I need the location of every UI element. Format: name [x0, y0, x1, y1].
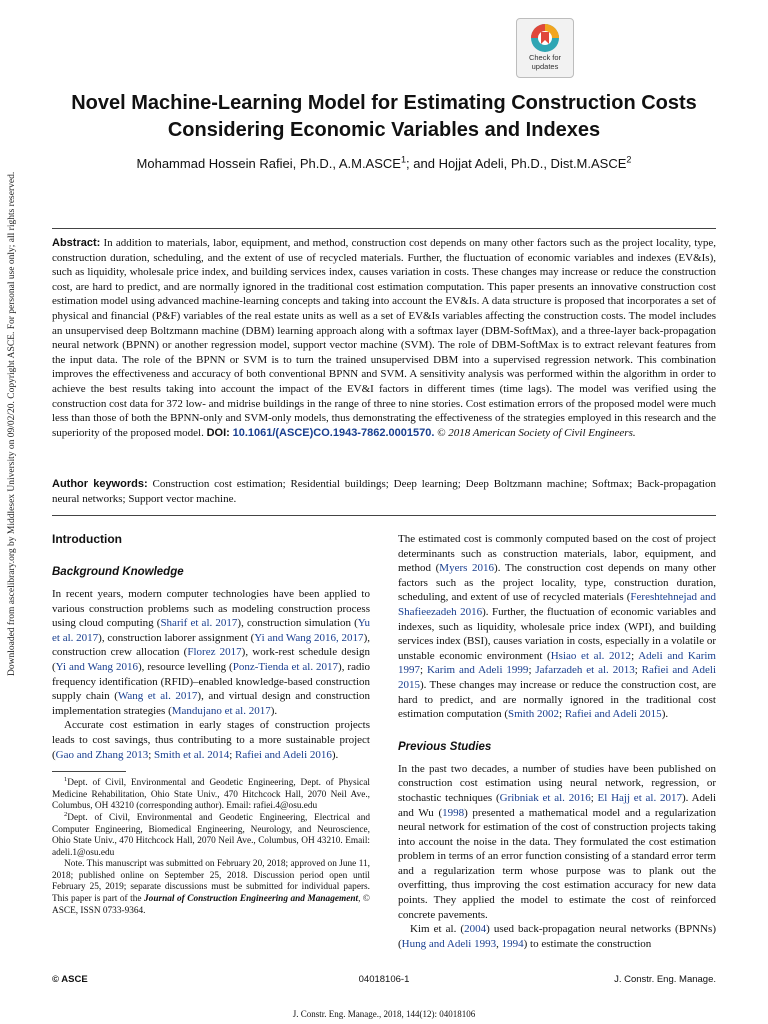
paragraph-background-2 — [52, 718, 370, 762]
section-title-introduction: Introduction — [52, 532, 122, 546]
citation-link[interactable]: El Hajj et al. 2017 — [597, 791, 682, 804]
author-keywords — [52, 477, 716, 506]
text-run: Accurate cost estimation in early stages of construction projects leads to cost savings, thus contributing to a more sustainable project ( — [52, 719, 370, 761]
right-column — [398, 532, 716, 951]
abstract-text: In addition to materials, labor, equipment, and method, construction cost depends on many other factors such as the project locality, type, construction duration, scheduling, and the extent of use of recycled materials. Further, the fluctuation of economic variables and indexes (EV&Is), such as liquidity, wholesale price index, and building services index, causes variation in costs. These changes may increase or reduce the construction cost, are hard to predict, and are normally ignored in the traditional cost estimation computation. This paper presents an innovative construction cost estimation model using advanced machine-learning concepts and taking into account the EV&Is. A data structure is proposed that incorporates a set of physical and financial (P&F) variables of the real estate units as well as a set of EV&Is variables affecting the construction costs. The model includes an unsupervised deep Boltzmann machine (DBM) learning approach along with a softmax layer (DBM-SoftMax), and a three-layer back-propagation neural network (BPNN) or another regression model, support vector machine (SVM). The role of DBM-SoftMax is to extract relevant features from the input data. The role of the BPNN or SVM is to turn the trained unsupervised DBM into a supervised regression network. This combination improves the effectiveness and accuracy of both conventional BPNN and SVM. A sensitivity analysis was performed within the algorithm in order to achieve the best results taking into account the impact of the EV&I factors in different times (time lags). The model was verified using the construction cost data for 372 low- and midrise buildings in the range of three to nine stories. Cost estimation errors of the proposed model were much less than those of both the BPNN-only and SVM-only models, thus demonstrating the effectiveness of the strategies employed in this research and the superiority of the proposed model. — [52, 237, 717, 439]
author-2-affiliation: 2 — [626, 154, 632, 165]
footnote-marker: 1 — [64, 776, 68, 784]
citation-link[interactable]: Karim and Adeli 1999 — [426, 664, 529, 677]
text-run: ) presented a mathematical model and a regularization neural network for estimation of the cost of construction projects taking into account the noise in the data. They formulated the cost estimation problem in terms of an error function consisting of a standard error term and a regularization term whose purpose was to plank out the overfitting, thus improving the cost estimation accuracy for new data points. They applied the model to estimate the cost of reinforced concrete pavements. — [398, 806, 716, 921]
citation-link[interactable]: 1994 — [501, 937, 524, 950]
text-run: ), construction simulation ( — [237, 617, 358, 630]
abstract-bottom-rule — [52, 515, 716, 516]
note-text: Note. This manuscript was submitted on February 20, 2018; approved on June 11, 2018; published online on September 25, 2018. Discussion period open until February 25, 2019; separate discussions must be submitted for individual papers. This paper is part of the — [52, 859, 370, 905]
footnote-affiliation-1 — [52, 778, 370, 813]
left-column — [52, 532, 370, 917]
citation-link[interactable]: Sharif et al. 2017 — [160, 617, 238, 630]
paragraph-intro-cost — [398, 532, 716, 722]
footer-copyright: © ASCE — [52, 974, 88, 985]
text-run: Kim et al. ( — [410, 923, 465, 936]
check-for-updates-button[interactable] — [516, 18, 574, 78]
doi-link[interactable]: 10.1061/(ASCE)CO.1943-7862.0001570. — [232, 426, 435, 439]
copyright-line: © 2018 American Society of Civil Engineers. — [437, 426, 636, 439]
doi-label: DOI: — [206, 426, 230, 439]
footnote-affiliation-2 — [52, 810, 370, 859]
text-run: ; — [420, 664, 427, 677]
author-1-affiliation: 1 — [400, 154, 407, 165]
text-run: ), work-rest schedule design ( — [52, 646, 370, 673]
text-run: ), construction laborer assignment ( — [98, 631, 255, 644]
text-run: In the past two decades, a number of studies have been published on construction cost estimation using neural network, regression, or stochastic techniques ( — [398, 762, 716, 804]
text-run: In recent years, modern computer technologies have been applied to various construction problems such as modeling construction process using cloud computing ( — [52, 588, 370, 630]
text-run: ). Adeli and Wu ( — [398, 791, 717, 819]
subsection-title-background: Background Knowledge — [52, 566, 184, 578]
citation-link[interactable]: Yi and Wang 2016, 2017 — [254, 631, 364, 644]
text-run: ), construction crew allocation ( — [52, 631, 370, 659]
author-separator: ; and — [406, 156, 439, 171]
text-run: , — [496, 937, 502, 950]
text-run: ), resource levelling ( — [138, 660, 233, 673]
check-for-updates-label-2: updates — [531, 62, 559, 71]
citation-link[interactable]: 2004 — [464, 923, 487, 936]
paper-title: Novel Machine-Learning Model for Estimating Construction Costs Considering Economic Variables and Indexes — [71, 92, 697, 141]
citation-link[interactable]: Gribniak et al. 2016 — [499, 791, 591, 804]
text-run: ), radio frequency identification (RFID)–enabled knowledge-based construction supply chain ( — [52, 660, 371, 703]
text-run: ; — [559, 708, 565, 721]
footer-article-number: 04018106-1 — [358, 974, 410, 985]
citation-link[interactable]: Jafarzadeh et al. 2013 — [535, 664, 635, 677]
citation-link[interactable]: Ponz-Tienda et al. 2017 — [232, 660, 339, 673]
citation-link[interactable]: 1998 — [442, 806, 465, 819]
citation-link[interactable]: Fereshtehnejad and Shafieezadeh 2016 — [398, 591, 717, 618]
citation-link[interactable]: Smith 2002 — [507, 708, 560, 721]
footnote-text: Dept. of Civil, Environmental and Geodetic Engineering, Electrical and Computer Engineering, Biomedical Engineering, Neurology, and Neuroscience, Ohio State Univ., 470 Hitchcock Hall, 2070 Neil Ave., Columbus, OH 43210. Email: adeli.1@osu.edu — [52, 812, 370, 858]
abstract — [52, 236, 716, 440]
check-for-updates-icon — [530, 23, 560, 53]
subsection-title-previous-studies: Previous Studies — [398, 740, 492, 753]
citation-link[interactable]: Myers 2016 — [439, 562, 495, 575]
citation-link[interactable]: Mandujano et al. 2017 — [171, 704, 271, 717]
abstract-label: Abstract: — [52, 237, 101, 249]
text-run: ). — [331, 748, 339, 761]
citation-link[interactable]: Hung and Adeli 1993 — [401, 937, 497, 950]
author-1: Mohammad Hossein Rafiei, Ph.D., A.M.ASCE — [136, 156, 401, 171]
text-run: ; — [229, 748, 236, 761]
citation-link[interactable]: Adeli and Karim 1997 — [398, 649, 716, 677]
text-run: ; — [148, 748, 155, 761]
text-run: ). — [661, 708, 669, 721]
text-run: ), and virtual design and construction implementation strategies ( — [52, 690, 370, 717]
citation-link[interactable]: Rafiei and Adeli 2015 — [564, 708, 662, 721]
journal-name: Journal of Construction Engineering and Management — [144, 894, 359, 905]
keywords-text: Construction cost estimation; Residential buildings; Deep learning; Deep Boltzmann machine; Softmax; Back-propagation neural networks; Support vector machine. — [52, 478, 717, 505]
text-run: ; — [590, 791, 598, 804]
paragraph-previous-studies-1 — [398, 762, 716, 923]
footer-journal: J. Constr. Eng. Manage. — [614, 974, 716, 985]
footnote-rule — [52, 771, 126, 772]
manuscript-note — [52, 859, 370, 917]
abstract-top-rule — [52, 228, 716, 229]
paragraph-previous-studies-2 — [398, 922, 716, 951]
keywords-label: Author keywords: — [52, 478, 148, 490]
text-run: ; — [528, 664, 536, 677]
citation-link[interactable]: Gao and Zhang 2013 — [55, 748, 149, 761]
text-run: ). These changes may increase or reduce the construction cost, are hard to predict, and are normally ignored in the traditional cost estimation computation ( — [398, 678, 716, 721]
citation-link[interactable]: Rafiei and Adeli 2015 — [398, 664, 717, 691]
citation-link[interactable]: Rafiei and Adeli 2016 — [235, 748, 332, 761]
text-run: ). Further, the fluctuation of economic variables and indexes, such as liquidity, wholesale price index (WPI), and building services index (BSI), causes variation in costs, especially in a volatile or unstable economic environment ( — [398, 605, 716, 662]
author-line — [70, 156, 698, 171]
paragraph-background-1 — [52, 587, 370, 718]
citation-link[interactable]: Smith et al. 2014 — [154, 748, 230, 761]
citation-link[interactable]: Florez 2017 — [187, 646, 242, 659]
citation-link[interactable]: Yi and Wang 2016 — [55, 660, 139, 673]
text-run: ). The construction cost depends on many other factors such as the project locality, type, construction duration, scheduling, and extent of use of recycled materials ( — [398, 562, 716, 604]
text-run: ) used back-propagation neural networks (BPNNs) ( — [398, 923, 716, 950]
text-run: ; — [634, 664, 642, 677]
citation-footer: J. Constr. Eng. Manage., 2018, 144(12): 04018106 — [292, 1009, 476, 1019]
text-run: ; — [631, 649, 639, 662]
text-run: The estimated cost is commonly computed based on the cost of project determinants such as construction materials, labor, equipment, and method ( — [398, 533, 716, 575]
footnote-text: Dept. of Civil, Environmental and Geodetic Engineering, Dept. of Physical Medicine Rehabilitation, Ohio State Univ., 470 Hitchcock Hall, 2070 Neil Ave., Columbus, OH 43210 (corresponding author). Email: rafiei.4@osu.edu — [52, 778, 370, 812]
text-run: ) to estimate the construction — [523, 937, 652, 950]
text-run: ). — [270, 704, 278, 717]
download-notice: Downloaded from ascelibrary.org by Middlesex University on 09/02/20. Copyright ASCE. For personal use only; all rights reserved. — [7, 171, 17, 676]
title-block — [70, 90, 698, 171]
citation-link[interactable]: Yu et al. 2017 — [52, 617, 370, 644]
footnote-marker: 2 — [64, 810, 68, 818]
author-2: Hojjat Adeli, Ph.D., Dist.M.ASCE — [438, 156, 627, 171]
check-for-updates-label-1: Check for — [528, 53, 562, 62]
citation-link[interactable]: Hsiao et al. 2012 — [550, 649, 632, 662]
note-tail: , © ASCE, ISSN 0733-9364. — [52, 894, 370, 916]
citation-link[interactable]: Wang et al. 2017 — [117, 690, 198, 703]
